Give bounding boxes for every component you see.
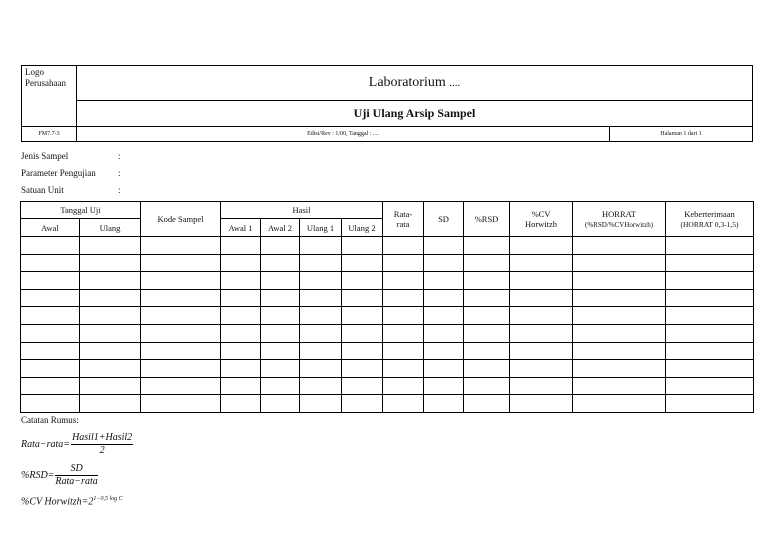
table-cell[interactable] xyxy=(383,395,424,413)
table-cell[interactable] xyxy=(141,360,221,378)
table-row xyxy=(21,237,754,255)
table-cell[interactable] xyxy=(464,237,510,255)
table-row xyxy=(21,395,754,413)
table-cell[interactable] xyxy=(510,342,573,360)
table-cell[interactable] xyxy=(141,289,221,307)
table-cell[interactable] xyxy=(573,377,666,395)
table-cell[interactable] xyxy=(80,289,141,307)
table-cell[interactable] xyxy=(141,307,221,325)
header-kode-sampel: Kode Sampel xyxy=(141,202,221,237)
table-cell[interactable] xyxy=(300,324,342,342)
field-parameter-pengujian xyxy=(21,165,121,182)
table-cell[interactable] xyxy=(464,395,510,413)
table-cell[interactable] xyxy=(342,377,383,395)
table-cell[interactable] xyxy=(300,360,342,378)
table-row xyxy=(21,254,754,272)
table-cell[interactable] xyxy=(300,377,342,395)
table-cell[interactable] xyxy=(666,289,754,307)
table-cell[interactable] xyxy=(80,377,141,395)
table-cell[interactable] xyxy=(261,342,300,360)
table-cell[interactable] xyxy=(424,237,464,255)
table-cell[interactable] xyxy=(342,324,383,342)
table-cell[interactable] xyxy=(424,307,464,325)
header-cv-horwitzh: %CV Horwitzh xyxy=(510,202,573,237)
table-cell[interactable] xyxy=(80,324,141,342)
table-cell[interactable] xyxy=(261,254,300,272)
header-awal-1: Awal 1 xyxy=(221,219,261,237)
table-cell[interactable] xyxy=(464,272,510,290)
field-separator: : xyxy=(118,151,121,161)
table-cell[interactable] xyxy=(221,289,261,307)
table-cell[interactable] xyxy=(510,377,573,395)
lab-title: Laboratorium .... xyxy=(77,66,753,101)
table-row xyxy=(21,377,754,395)
table-cell[interactable] xyxy=(80,342,141,360)
table-cell[interactable] xyxy=(383,360,424,378)
table-cell[interactable] xyxy=(342,395,383,413)
table-row xyxy=(21,360,754,378)
table-cell[interactable] xyxy=(80,254,141,272)
table-cell[interactable] xyxy=(80,307,141,325)
table-cell[interactable] xyxy=(80,237,141,255)
table-cell[interactable] xyxy=(464,254,510,272)
table-cell[interactable] xyxy=(383,289,424,307)
table-cell[interactable] xyxy=(80,272,141,290)
table-cell[interactable] xyxy=(300,307,342,325)
table-cell[interactable] xyxy=(666,307,754,325)
table-cell[interactable] xyxy=(342,272,383,290)
table-cell[interactable] xyxy=(464,324,510,342)
table-cell[interactable] xyxy=(383,377,424,395)
field-separator: : xyxy=(118,168,121,178)
table-cell[interactable] xyxy=(300,254,342,272)
table-cell[interactable] xyxy=(342,237,383,255)
table-cell[interactable] xyxy=(573,395,666,413)
field-label: Satuan Unit xyxy=(21,185,64,195)
table-cell[interactable] xyxy=(666,342,754,360)
table-cell[interactable] xyxy=(261,324,300,342)
table-cell[interactable] xyxy=(464,360,510,378)
table-cell[interactable] xyxy=(510,272,573,290)
header-hasil: Hasil xyxy=(221,202,383,219)
table-cell[interactable] xyxy=(261,307,300,325)
edition-info: Edisi/Rev : 1/00, Tanggal : .... xyxy=(77,127,610,142)
page-number: Halaman 1 dari 1 xyxy=(610,127,753,142)
doc-code: FM7.7-3 xyxy=(22,127,77,142)
table-cell[interactable] xyxy=(510,289,573,307)
table-cell[interactable] xyxy=(666,324,754,342)
field-label: Jenis Sampel xyxy=(21,151,69,161)
table-cell[interactable] xyxy=(666,377,754,395)
table-cell[interactable] xyxy=(141,237,221,255)
field-separator: : xyxy=(118,185,121,195)
table-cell[interactable] xyxy=(80,360,141,378)
table-cell[interactable] xyxy=(464,289,510,307)
table-cell[interactable] xyxy=(21,272,80,290)
header-horrat: HORRAT (%RSD/%CVHorwitzh) xyxy=(573,202,666,237)
table-cell[interactable] xyxy=(21,342,80,360)
table-body xyxy=(21,237,754,413)
table-cell[interactable] xyxy=(261,237,300,255)
table-cell[interactable] xyxy=(510,395,573,413)
table-cell[interactable] xyxy=(573,289,666,307)
table-cell[interactable] xyxy=(383,237,424,255)
table-row xyxy=(21,342,754,360)
table-cell[interactable] xyxy=(80,395,141,413)
table-cell[interactable] xyxy=(383,272,424,290)
table-row xyxy=(21,272,754,290)
table-cell[interactable] xyxy=(510,307,573,325)
table-cell[interactable] xyxy=(424,324,464,342)
table-cell[interactable] xyxy=(141,254,221,272)
table-cell[interactable] xyxy=(21,289,80,307)
table-cell[interactable] xyxy=(510,360,573,378)
table-cell[interactable] xyxy=(573,342,666,360)
table-cell[interactable] xyxy=(21,360,80,378)
table-cell[interactable] xyxy=(383,324,424,342)
table-cell[interactable] xyxy=(383,307,424,325)
sample-info xyxy=(21,148,121,199)
table-cell[interactable] xyxy=(666,360,754,378)
table-cell[interactable] xyxy=(342,289,383,307)
table-cell[interactable] xyxy=(383,342,424,360)
table-cell[interactable] xyxy=(424,254,464,272)
table-row xyxy=(21,324,754,342)
form-title: Uji Ulang Arsip Sampel xyxy=(77,101,753,127)
table-cell[interactable] xyxy=(464,377,510,395)
table-cell[interactable] xyxy=(424,272,464,290)
table-cell[interactable] xyxy=(424,395,464,413)
header-rsd: %RSD xyxy=(464,202,510,237)
table-cell[interactable] xyxy=(300,272,342,290)
table-cell[interactable] xyxy=(141,272,221,290)
header-ulang-1: Ulang 1 xyxy=(300,219,342,237)
header-keberterimaan: Keberterimaan (HORRAT 0,3-1,5) xyxy=(666,202,754,237)
table-row xyxy=(21,307,754,325)
table-cell[interactable] xyxy=(221,377,261,395)
table-cell[interactable] xyxy=(342,307,383,325)
header-rata-rata: Rata- rata xyxy=(383,202,424,237)
header-ulang-2: Ulang 2 xyxy=(342,219,383,237)
table-cell[interactable] xyxy=(573,254,666,272)
table-cell[interactable] xyxy=(510,254,573,272)
table-cell[interactable] xyxy=(510,324,573,342)
table-cell[interactable] xyxy=(424,289,464,307)
header-awal: Awal xyxy=(21,219,80,237)
table-cell[interactable] xyxy=(261,360,300,378)
retest-table xyxy=(20,201,754,413)
table-cell[interactable] xyxy=(464,342,510,360)
header-awal-2: Awal 2 xyxy=(261,219,300,237)
table-cell[interactable] xyxy=(261,289,300,307)
table-cell[interactable] xyxy=(21,237,80,255)
table-cell[interactable] xyxy=(342,360,383,378)
table-cell[interactable] xyxy=(21,395,80,413)
table-cell[interactable] xyxy=(141,324,221,342)
formula-rsd: %RSD= $\frac{SD}{\text{Rata−rata}}$ xyxy=(21,463,98,487)
header-sd: SD xyxy=(424,202,464,237)
table-cell[interactable] xyxy=(261,377,300,395)
table-cell[interactable] xyxy=(666,254,754,272)
table-cell[interactable] xyxy=(424,342,464,360)
table-cell[interactable] xyxy=(21,377,80,395)
field-jenis-sampel xyxy=(21,148,121,165)
table-cell[interactable] xyxy=(300,342,342,360)
formula-rata-rata: Rata−rata= $\frac{\text{Hasil1+Hasil2}}{2}$ xyxy=(21,432,133,456)
table-cell[interactable] xyxy=(141,342,221,360)
notes-title: Catatan Rumus: xyxy=(21,415,79,425)
table-cell[interactable] xyxy=(221,342,261,360)
table-cell[interactable] xyxy=(383,254,424,272)
table-cell[interactable] xyxy=(221,307,261,325)
formula-cv-horwitzh: %CV $Horwitzh=2^{1-0,5 log C}$ xyxy=(21,496,123,508)
table-cell[interactable] xyxy=(666,395,754,413)
table-cell[interactable] xyxy=(221,254,261,272)
table-cell[interactable] xyxy=(573,307,666,325)
header-table xyxy=(21,65,753,142)
table-cell[interactable] xyxy=(573,324,666,342)
table-cell[interactable] xyxy=(21,324,80,342)
table-cell[interactable] xyxy=(424,377,464,395)
header-ulang: Ulang xyxy=(80,219,141,237)
table-cell[interactable] xyxy=(666,237,754,255)
table-cell[interactable] xyxy=(221,237,261,255)
table-row xyxy=(21,289,754,307)
table-cell[interactable] xyxy=(21,254,80,272)
table-cell[interactable] xyxy=(573,272,666,290)
table-cell[interactable] xyxy=(221,272,261,290)
table-cell[interactable] xyxy=(221,360,261,378)
field-label: Parameter Pengujian xyxy=(21,168,96,178)
table-cell[interactable] xyxy=(300,289,342,307)
table-cell[interactable] xyxy=(573,360,666,378)
table-cell[interactable] xyxy=(342,254,383,272)
table-cell[interactable] xyxy=(424,360,464,378)
table-cell[interactable] xyxy=(221,324,261,342)
table-cell[interactable] xyxy=(300,395,342,413)
header-tanggal-uji: Tanggal Uji xyxy=(21,202,141,219)
table-cell[interactable] xyxy=(342,342,383,360)
table-cell[interactable] xyxy=(21,307,80,325)
table-cell[interactable] xyxy=(261,395,300,413)
field-satuan-unit xyxy=(21,182,121,199)
company-logo-placeholder: Logo Perusahaan xyxy=(22,66,77,127)
table-cell[interactable] xyxy=(141,377,221,395)
table-cell[interactable] xyxy=(221,395,261,413)
table-cell[interactable] xyxy=(300,237,342,255)
table-cell[interactable] xyxy=(510,237,573,255)
table-cell[interactable] xyxy=(261,272,300,290)
table-cell[interactable] xyxy=(666,272,754,290)
table-cell[interactable] xyxy=(141,395,221,413)
table-cell[interactable] xyxy=(573,237,666,255)
table-cell[interactable] xyxy=(464,307,510,325)
